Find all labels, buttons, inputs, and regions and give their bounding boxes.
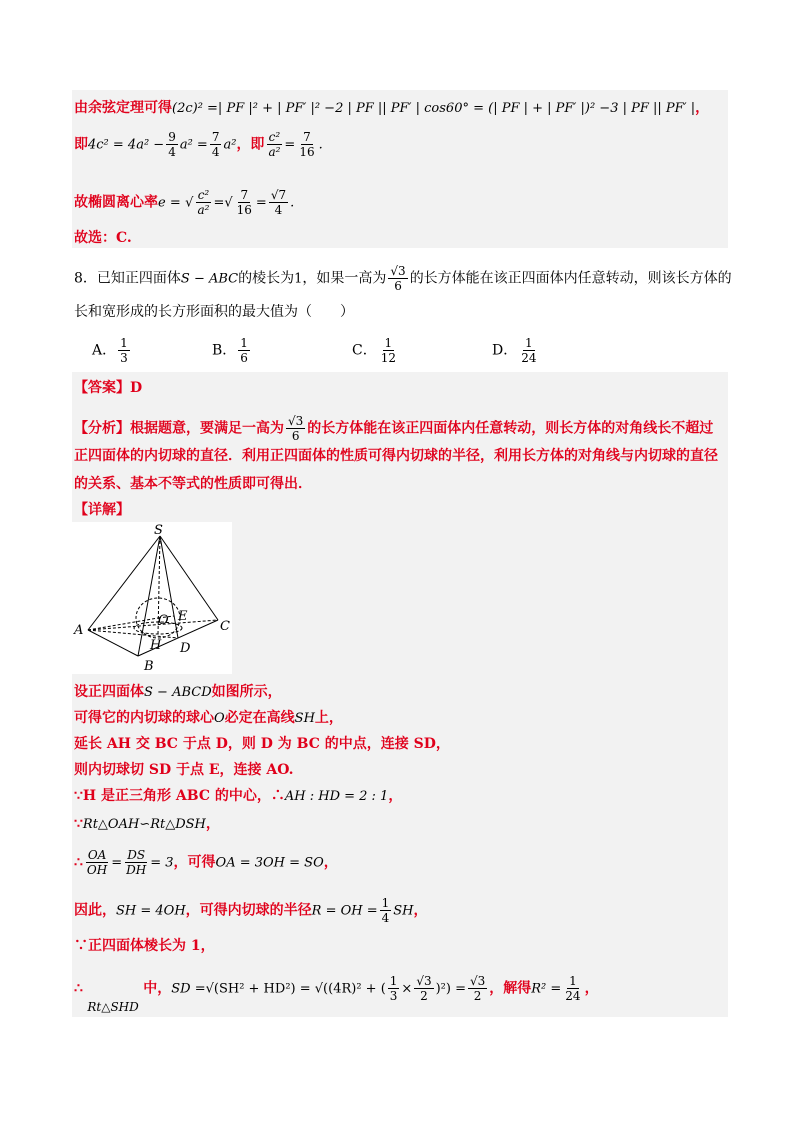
fraction: $\frac{√3}{2}$ (469, 974, 486, 1003)
option-a[interactable]: A． $\frac{1}{3}$ (92, 336, 128, 365)
choice-line: 故选：C. (74, 230, 132, 246)
fraction: $\frac{√3}{6}$ (288, 414, 304, 443)
detail-line-6: ∵Rt△OAH∽Rt△DSH， (74, 816, 220, 832)
detail-line-7: ∴ $\frac{OA}{OH}$ = $\frac{DS}{DH}$ = 3，可得OA = 3OH = SO， (74, 848, 338, 877)
label-B: B (144, 659, 154, 674)
label-D: D (180, 641, 191, 656)
detail-line-1: 设正四面体S − ABCD如图所示， (74, 684, 282, 700)
question-line-1: 8．已知正四面体S − ABC的棱长为1，如果一高为 $\frac{√3}{6}$ 的长方体能在该正四面体内任意转动，则该长方体的 (74, 264, 732, 293)
answer-label: 【答案】D (74, 380, 143, 396)
eccentricity-line: 故椭圆离心率e = √ $\frac{\text{c²}}{\text{a²}}$ =√ $\frac{7}{16}$ = $\frac{√7}{4}$ . (74, 188, 295, 217)
option-d[interactable]: D． $\frac{1}{24}$ (492, 336, 537, 365)
detail-line-5: ∵H 是正三角形 ABC 的中心，∴AH : HD = 2 : 1， (74, 788, 403, 804)
detail-line-2: 可得它的内切球的球心O必定在高线SH上， (74, 710, 343, 726)
analysis-line-2: 正四面体的内切球的直径．利用正四面体的性质可得内切球的半径，利用长方体的对角线与内切球的直径 (74, 448, 718, 464)
detail-label: 【详解】 (74, 502, 130, 518)
fraction: $\frac{1}{4}$ (381, 896, 390, 925)
fraction: $\frac{OA}{OH}$ (86, 848, 108, 877)
tetrahedron-figure (72, 522, 232, 674)
analysis-line-3: 的关系、基本不等式的性质即可得出． (74, 476, 312, 492)
label-C: C (220, 619, 230, 634)
label-E: E (178, 609, 188, 624)
fraction: $\frac{√3}{2}$ (416, 974, 432, 1003)
detail-line-4: 则内切球切 SD 于点 E，连接 AO. (74, 762, 294, 778)
label-A: A (74, 623, 84, 638)
option-c[interactable]: C． $\frac{1}{12}$ (352, 336, 396, 365)
detail-line-8: 因此，SH = 4OH，可得内切球的半径R = OH = $\frac{1}{4}$ SH， (74, 896, 428, 925)
fraction: $\frac{7}{4}$ (211, 130, 220, 159)
fraction: $\frac{√7}{4}$ (270, 188, 287, 217)
option-b[interactable]: B． $\frac{1}{6}$ (212, 336, 248, 365)
fraction: $\frac{7}{16}$ (236, 188, 252, 217)
fraction: $\frac{√3}{6}$ (390, 264, 406, 293)
question-line-2: 长和宽形成的长方形面积的最大值为（ ） (74, 304, 354, 320)
detail-line-10: ∴ Rt△SHD 中，SD =√(SH² + HD²) = √((4R)² + ( $\frac{1}{3}$ × $\frac{√3}{2}$ )²) = $\frac{√3}{2}$ ，解得R² = $\frac{1}{24}$ ， (74, 974, 599, 1014)
fraction: $\frac{7}{16}$ (299, 130, 315, 159)
detail-line-3: 延长 AH 交 BC 于点 D，则 D 为 BC 的中点，连接 SD， (74, 736, 450, 752)
cosine-law-line: 由余弦定理可得(2c)² =| PF |² + | PF′ |² −2 | PF || PF′ | cos60° = (| PF | + | PF′ |)² −3 | PF || PF′ |， (74, 100, 710, 116)
analysis-line-1: 【分析】根据题意，要满足一高为 $\frac{√3}{6}$ 的长方体能在该正四面体内任意转动，则长方体的对角线长不超过 (74, 414, 714, 443)
fraction: $\frac{9}{4}$ (168, 130, 176, 159)
label-H: H (150, 638, 162, 653)
label-O: O (158, 613, 169, 628)
fraction: $\frac{\text{c²}}{\text{a²}}$ (268, 130, 281, 159)
fraction: $\frac{DS}{DH}$ (126, 848, 147, 877)
fraction: $\frac{1}{24}$ (565, 974, 581, 1003)
fraction: $\frac{\text{c²}}{\text{a²}}$ (197, 188, 210, 217)
detail-line-9: ∵正四面体棱长为 1， (74, 938, 215, 954)
equation-line: 即4c² = 4a² − $\frac{9}{4}$ a² = $\frac{7}{4}$ a²，即 $\frac{\text{c²}}{\text{a²}}$ = $\frac{7}{16}$ . (74, 130, 323, 159)
label-S: S (154, 523, 163, 538)
fraction: $\frac{1}{3}$ (389, 974, 398, 1003)
